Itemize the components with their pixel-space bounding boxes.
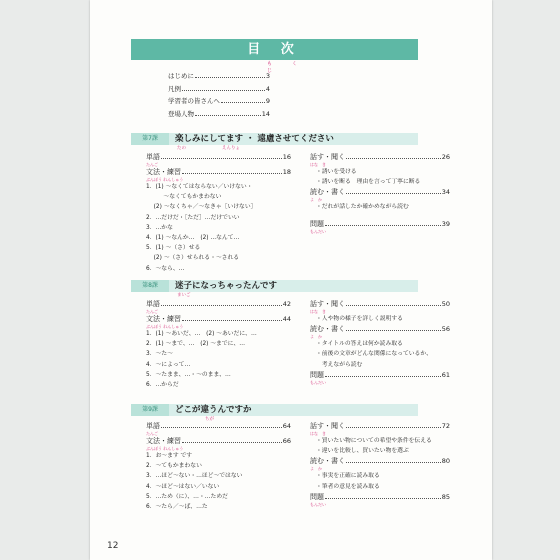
- toc-entry-speaking[interactable]: 話す・聞く 50: [310, 300, 450, 308]
- ruby: よ か: [310, 466, 322, 472]
- ruby: はな き: [310, 162, 326, 167]
- lesson-title: どこが違うんですか: [175, 405, 252, 415]
- grammar-item: 5．…ため（に）、…・…ためだ: [146, 493, 228, 500]
- grammar-item: 3．…ほど～ない・…ほど～ではない: [146, 473, 243, 480]
- lesson-9-right-column: [310, 421, 450, 507]
- skill-item: ・事実を正確に読み取る: [316, 473, 380, 480]
- lesson-7-header[interactable]: [131, 133, 418, 145]
- grammar-item: 6．…からだ: [146, 382, 179, 389]
- toc-entry-speaking[interactable]: 話す・聞く 72: [310, 422, 450, 430]
- ruby: ぶんぽう れんしゅう: [146, 324, 184, 329]
- lesson-8-right-column: [310, 299, 450, 385]
- skill-item: ・誘いを断る 理由を言って丁寧に断る: [316, 179, 421, 186]
- lesson-tag: 第7課: [131, 133, 169, 145]
- front-matter-item[interactable]: 凡例 4: [168, 84, 270, 93]
- grammar-item: 3．…かな: [146, 224, 173, 231]
- ruby: ぶんぽう れんしゅう: [146, 177, 184, 182]
- ruby: もんだい: [310, 379, 326, 385]
- lesson-tag: 第9課: [131, 404, 169, 416]
- lesson-8-header[interactable]: [131, 280, 418, 292]
- ruby: たんご: [146, 309, 158, 314]
- toc-entry-exercises[interactable]: 問題 61: [310, 370, 450, 379]
- ruby: よ か: [310, 334, 322, 340]
- toc-entry-exercises[interactable]: 問題 39: [310, 219, 450, 228]
- lesson-title: 迷子になっちゃったんです: [175, 281, 278, 291]
- skill-item: ・買いたい物についての希望や条件を伝える: [316, 438, 432, 444]
- page-number: 12: [107, 541, 119, 551]
- grammar-item: 1．お～ます です: [146, 453, 193, 459]
- lesson-title-ruby: まいご: [177, 293, 191, 298]
- grammar-item: 1．(1) ～あいだ、… (2) ～あいだに、…: [146, 331, 257, 337]
- grammar-item: (2) ～（さ）せられる・～される: [146, 255, 240, 262]
- grammar-item: 4．～によって…: [146, 361, 191, 368]
- ruby: たんご: [146, 162, 158, 167]
- grammar-item: 6．～なら、…: [146, 265, 185, 272]
- skill-item: ・誘いを受ける: [316, 169, 357, 175]
- toc-entry-vocab[interactable]: 単語 16: [146, 153, 291, 161]
- grammar-item: 6．～たら／～ば、…た: [146, 504, 208, 511]
- toc-entry-grammar[interactable]: 文法・練習 66: [146, 437, 291, 445]
- front-matter-item[interactable]: はじめに 3: [168, 72, 270, 80]
- skill-item: 考えながら読む: [316, 361, 363, 368]
- lesson-7-right-column: [310, 152, 450, 234]
- skill-item: ・タイトルの答えは何か読み取る: [316, 341, 403, 348]
- grammar-item: ～なくてもかまわない: [146, 194, 222, 201]
- grammar-item: 4．(1) ～なんか… (2) …なんて…: [146, 235, 240, 242]
- lesson-title: 楽しみにしてます ・ 遠慮させてください: [175, 134, 334, 144]
- grammar-item: 2．～てもかまわない: [146, 463, 202, 470]
- grammar-item: 5．～たまま、…・～のまま、…: [146, 371, 231, 378]
- ruby: たんご: [146, 431, 158, 436]
- grammar-item: 2．…だけだ・［ただ］…だけでいい: [146, 214, 240, 221]
- toc-entry-vocab[interactable]: 単語 42: [146, 300, 291, 308]
- toc-entry-exercises[interactable]: 問題 85: [310, 492, 450, 501]
- toc-title: 目 次: [131, 39, 418, 60]
- skill-item: ・だれが話したか確かめながら読む: [316, 204, 409, 211]
- ruby: もんだい: [310, 501, 326, 507]
- toc-title-ruby: もく じ: [267, 61, 318, 74]
- grammar-item: (2) ～なくちゃ／～なきゃ［いけない］: [146, 204, 257, 211]
- lesson-9-left-column: [146, 421, 291, 512]
- front-matter-item[interactable]: 登場人物 14: [168, 109, 270, 118]
- toc-entry-vocab[interactable]: 単語 64: [146, 422, 291, 430]
- grammar-item: 5．(1) ～（さ）せる: [146, 245, 201, 252]
- lesson-title-ruby: たの えんりょ: [177, 146, 240, 151]
- toc-entry-reading[interactable]: 読む・書く 34: [310, 188, 450, 197]
- skill-item: ・違いを比較し、買いたい物を選ぶ: [316, 448, 409, 455]
- ruby: よ か: [310, 197, 322, 203]
- front-matter-list: [168, 71, 270, 121]
- front-matter-item[interactable]: 学習者の皆さんへ 9: [168, 97, 270, 105]
- lesson-tag: 第8課: [131, 280, 169, 292]
- skill-item: ・筆者の意見を読み取る: [316, 483, 380, 490]
- grammar-item: 4．～ほど～はない／いない: [146, 483, 220, 490]
- lesson-8-left-column: [146, 299, 291, 390]
- skill-item: ・人や物の様子を詳しく説明する: [316, 316, 403, 322]
- lesson-title-ruby: ちが: [205, 417, 214, 422]
- toc-entry-reading[interactable]: 読む・書く 56: [310, 325, 450, 334]
- grammar-item: 3．～た～: [146, 351, 173, 358]
- toc-entry-reading[interactable]: 読む・書く 80: [310, 457, 450, 466]
- grammar-item: 2．(1) ～まで、… (2) ～までに、…: [146, 341, 246, 348]
- lesson-7-left-column: [146, 152, 291, 274]
- toc-entry-speaking[interactable]: 話す・聞く 26: [310, 153, 450, 161]
- ruby: はな き: [310, 431, 326, 436]
- ruby: もんだい: [310, 228, 326, 234]
- ruby: はな き: [310, 309, 326, 314]
- toc-entry-grammar[interactable]: 文法・練習 18: [146, 168, 291, 176]
- lesson-9-header[interactable]: [131, 404, 418, 416]
- skill-item: ・前後の文章がどんな関係になっているか、: [316, 351, 432, 358]
- ruby: ぶんぽう れんしゅう: [146, 446, 184, 451]
- toc-entry-grammar[interactable]: 文法・練習 44: [146, 315, 291, 323]
- grammar-item: 1．(1) ～なくてはならない／いけない・: [146, 184, 253, 190]
